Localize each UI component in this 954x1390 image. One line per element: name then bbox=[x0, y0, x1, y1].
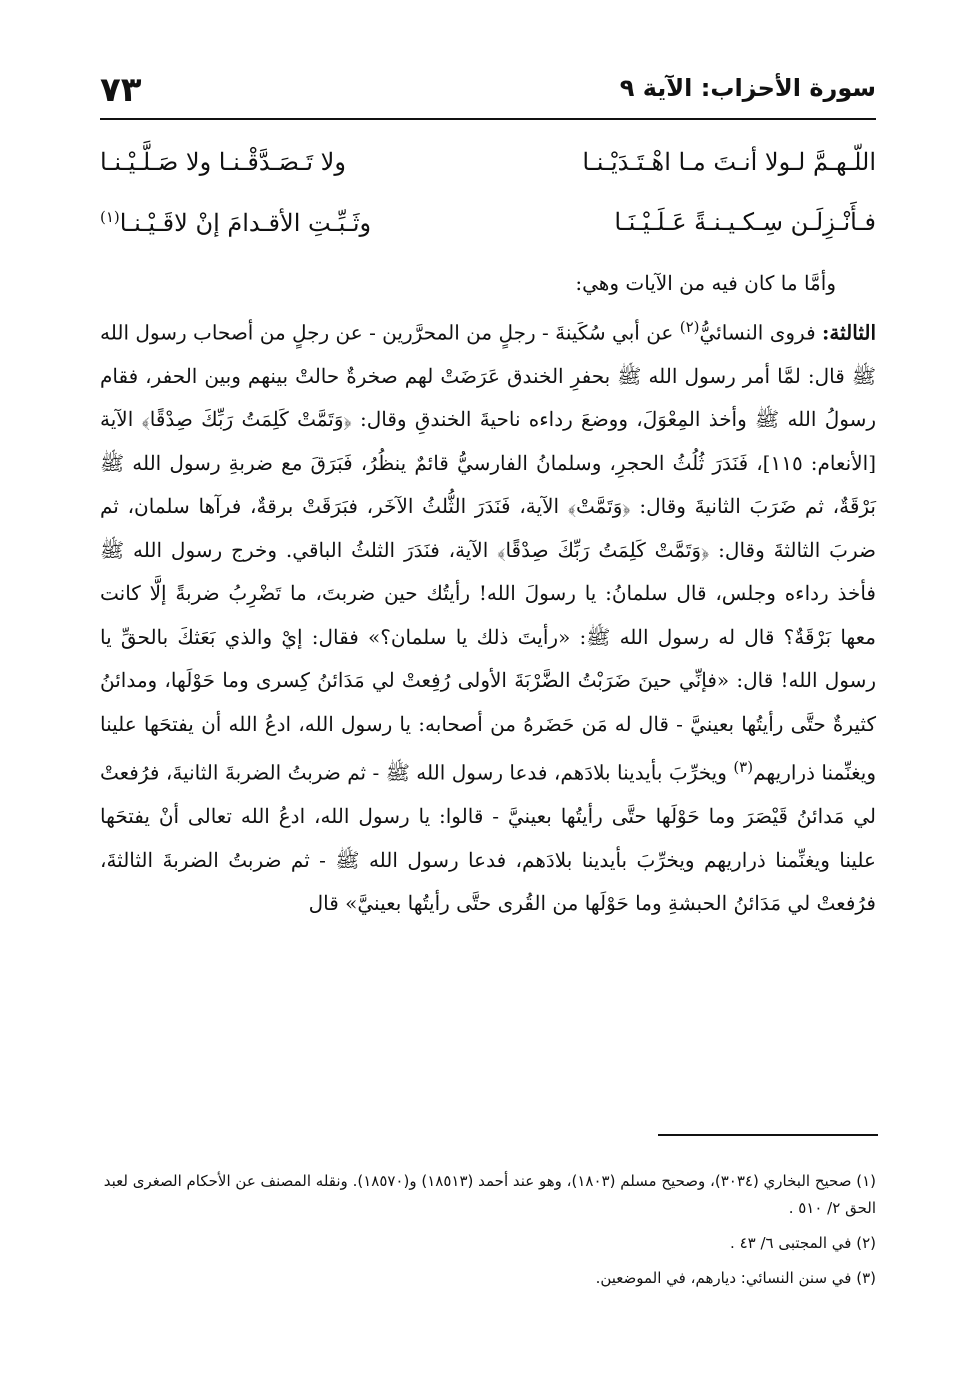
verse-hemistich-first: فـأَنْـزِلَـن سِـكـيـنـةً عَـلَـيْـنَـا bbox=[614, 208, 876, 236]
footnote-3: (٣) في سنن النسائي: ديارهم، في الموضعين. bbox=[595, 1269, 876, 1287]
intro-line: وأمَّا ما كان فيه من الآيات وهي: bbox=[575, 271, 836, 295]
paragraph-text-end: ويخرِّبَ بأيدينا بلادَهم، فدعا رسول الله ﷺ - ثم ضربتُ الضربةَ الثانيةَ، فرُفعتْ لي مَدائنُ قَيْصَرَ وما حَوْلَها حتَّى رأيتُها بعينيَّ - قالوا: يا رسول الله، ادعُ الله تعالى أنْ يفتحَها علينا ويغنِّمنا ذراريهم ويخرِّبَ بأيدينا بلادَهم، فدعا رسول الله ﷺ - ثم ضربتُ الضربةَ الثالثةَ، فرُفعتْ لي مَدَائنُ الحبشةِ وما حَوْلَها من القُرى حتَّى رأيتُها بعينيَّ» قال bbox=[100, 760, 876, 916]
footnote-ref-2: (٢) bbox=[679, 317, 700, 336]
verse-text: وثَـبِّـتِ الأقـدامَ إنْ لاقَـيْـنـا bbox=[119, 209, 372, 237]
footnotes bbox=[100, 1168, 876, 1300]
verse-line bbox=[100, 140, 876, 200]
verse-hemistich-first: اللّـهـمَّ لـولا أنـتَ مـا اهْـتَـدَيْـنـا bbox=[582, 148, 876, 176]
paragraph-text-middle: عن أبي سُكَينةَ - رجلٍ من المحرَّرين - عن رجلٍ من أصحاب رسول الله ﷺ قال: لمَّا أمر رسول الله ﷺ بحفرِ الخندق عَرَضَتْ لهم صخرةٌ حالتْ بينهم وبين الحفر، فقام رسولُ الله ﷺ وأخذ المِعْوَلَ، ووضعَ رداءه ناحيةَ الخندقِ وقال: ﴿وَتَمَّتْ كَلِمَتُ رَبِّكَ صِدْقًا﴾ الآية [الأنعام: ١١٥]، فَنَدَرَ ثُلُثُ الحجرِ، وسلمانُ الفارسيُّ قائمٌ ينظُرُ، فَبَرَقَ مع ضربةِ رسول الله ﷺ بَرْقَةٌ، ثم ضَرَبَ الثانيةَ وقال: ﴿وَتَمَّتْ﴾ الآية، فَنَدَرَ الثُّلثُ الآخَر، فبَرَقَتْ برقةٌ، فرآها سلمان، ثم ضربَ الثالثةَ وقال: ﴿وَتَمَّتْ كَلِمَتُ رَبِّكَ صِدْقًا﴾ الآية، فنَدَرَ الثلثُ الباقي. وخرج رسول الله ﷺ فأخذ رداءه وجلس، قال سلمانُ: يا رسولَ الله! رأيتُك حين ضربتَ، ما تَضْرِبُ ضربةً إلَّا كانت معها بَرْقَةٌ؟ قال له رسول الله ﷺ: «رأيتَ ذلك يا سلمان؟» فقال: إيْ والذي بَعَثكَ بالحقِّ يا رسول الله! قال: «فإنِّي حينَ ضَرَبْتُ الضَّرْبَةَ الأولى رُفِعتْ لي مَدَائنُ كِسرى وما حَوْلَها، ومدائنُ كثيرةٌ حتَّى رأيتُها بعينيَّ - قال له مَن حَضَرهُ من أصحابه: يا رسول الله، ادعُ الله أن يفتحَها علينا ويغنِّمنا ذراريهم bbox=[100, 320, 876, 785]
paragraph-text-start: فروى النسائيُّ bbox=[699, 320, 816, 345]
verse-hemistich-second bbox=[100, 208, 371, 237]
verse-hemistich-second: ولا تَـصَـدَّقْـنـا ولا صَـلَّـيْـنـا bbox=[100, 148, 346, 176]
footnote-1: (١) صحيح البخاري (٣٠٣٤)، وصحيح مسلم (١٨٠٣)، وهو عند أحمد (١٨٥١٣) و(١٨٥٧٠). ونقله المصنف عن الأحكام الصغرى لعبد الحق ٢/ ٥١٠ . bbox=[103, 1172, 876, 1217]
section-label: الثالثة: bbox=[821, 320, 876, 345]
verse-line bbox=[100, 200, 876, 260]
footnote-ref-3: (٣) bbox=[733, 758, 754, 777]
footnote-2: (٢) في المجتبى ٦/ ٤٣ . bbox=[730, 1234, 876, 1252]
page-number: ٧٣ bbox=[100, 70, 142, 110]
header-divider bbox=[100, 118, 876, 120]
paragraph-third bbox=[100, 306, 876, 926]
running-title: سورة الأحزاب: الآية ٩ bbox=[619, 74, 876, 102]
footnote-ref-1: (١) bbox=[100, 208, 120, 226]
page-header bbox=[100, 70, 876, 120]
main-text bbox=[100, 262, 876, 926]
footnote-divider bbox=[658, 1134, 878, 1136]
poem bbox=[100, 140, 876, 260]
